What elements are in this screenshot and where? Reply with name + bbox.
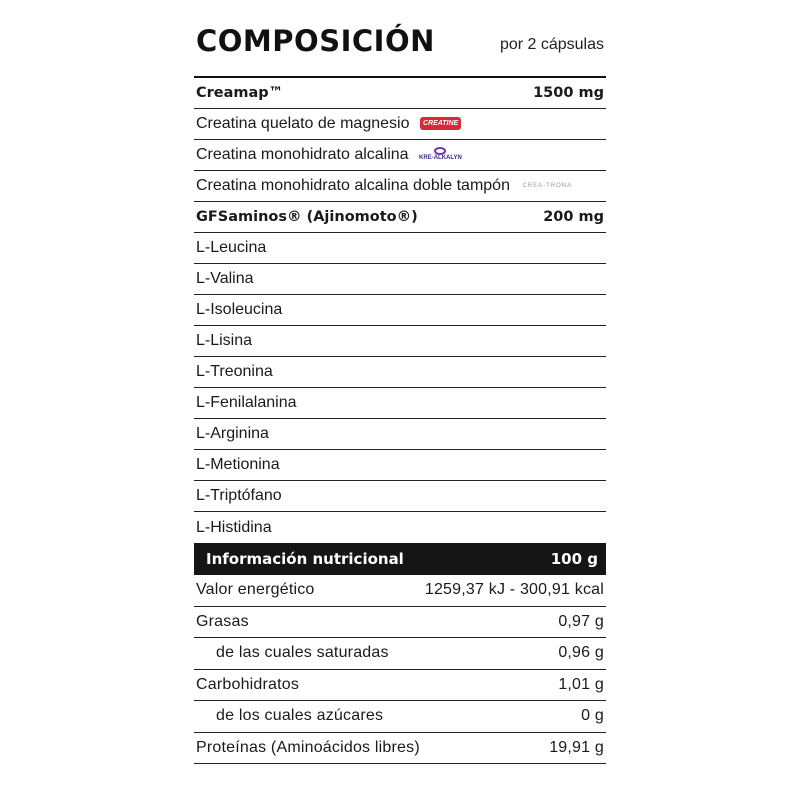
aminoacid-name: L-Isoleucina <box>196 301 283 318</box>
nutrient-value: 19,91 g <box>549 738 604 756</box>
nutrient-name: Carbohidratos <box>196 675 300 693</box>
nutrition-header <box>194 543 606 575</box>
nutrition-row <box>194 607 606 639</box>
composition-header <box>194 24 606 78</box>
nutrient-value: 1259,37 kJ - 300,91 kcal <box>424 581 604 599</box>
aminoacid-row <box>194 326 606 357</box>
creatine-name: Creatina monohidrato alcalina <box>196 146 409 163</box>
aminoacid-name: L-Metionina <box>196 456 280 473</box>
creatine-row <box>194 140 606 171</box>
aminoacid-name: L-Valina <box>196 270 254 287</box>
aminoacid-name: L-Lisina <box>196 332 253 349</box>
nutrition-row <box>194 575 606 607</box>
nutrient-value: 0 g <box>581 707 604 725</box>
serving-subtitle: por 2 cápsulas <box>499 36 604 53</box>
aminoacid-name: L-Arginina <box>196 425 269 442</box>
aminoacid-name: L-Histidina <box>196 518 272 536</box>
nutrition-row <box>194 733 606 765</box>
nutrient-value: 0,96 g <box>558 644 604 662</box>
aminoacid-row <box>194 264 606 295</box>
gfsaminos-name: GFSaminos® (Ajinomoto®) <box>196 209 418 225</box>
creatine-row <box>194 171 606 202</box>
aminoacid-row <box>194 512 606 543</box>
nutrient-name: de las cuales saturadas <box>216 644 389 662</box>
nutrient-name: de los cuales azúcares <box>216 707 384 725</box>
aminoacid-row <box>194 233 606 264</box>
composition-panel <box>194 24 606 764</box>
nutrition-row <box>194 638 606 670</box>
aminoacid-name: L-Leucina <box>196 239 267 256</box>
nutrient-value: 1,01 g <box>558 675 604 693</box>
nutrient-value: 0,97 g <box>558 612 604 630</box>
nutrient-name: Valor energético <box>196 581 315 599</box>
creatine-name: Creatina monohidrato alcalina doble tampón <box>196 177 510 194</box>
aminoacid-name: L-Treonina <box>196 363 273 380</box>
aminoacid-name: L-Triptófano <box>196 487 282 504</box>
creamap-value: 1500 mg <box>533 85 604 101</box>
nutrition-header-label: Información nutricional <box>206 550 404 568</box>
nutrient-name: Grasas <box>196 612 249 630</box>
creamap-name: Creamap™ <box>196 85 284 101</box>
nutrition-table <box>194 575 606 764</box>
creatine-row <box>194 109 606 140</box>
creamap-row <box>194 78 606 109</box>
aminoacid-row <box>194 450 606 481</box>
nutrition-row <box>194 670 606 702</box>
nutrition-row <box>194 701 606 733</box>
nutrition-header-value: 100 g <box>550 550 598 568</box>
creatine-name: Creatina quelato de magnesio <box>196 115 410 132</box>
aminoacid-row <box>194 357 606 388</box>
aminoacid-name: L-Fenilalanina <box>196 394 297 411</box>
page-title: COMPOSICIÓN <box>196 24 435 58</box>
crea-trona-logo: CREA-TRONA <box>522 182 573 189</box>
creatine-magnapower-logo: CREATINE <box>420 117 461 130</box>
aminoacid-row <box>194 388 606 419</box>
nutrient-name: Proteínas (Aminoácidos libres) <box>196 738 420 756</box>
aminoacid-row <box>194 295 606 326</box>
aminoacid-row <box>194 481 606 512</box>
aminoacid-row <box>194 419 606 450</box>
kre-alkalyn-logo: KRE-ALKALYN <box>419 147 462 162</box>
gfsaminos-row <box>194 202 606 233</box>
gfsaminos-value: 200 mg <box>543 209 604 225</box>
